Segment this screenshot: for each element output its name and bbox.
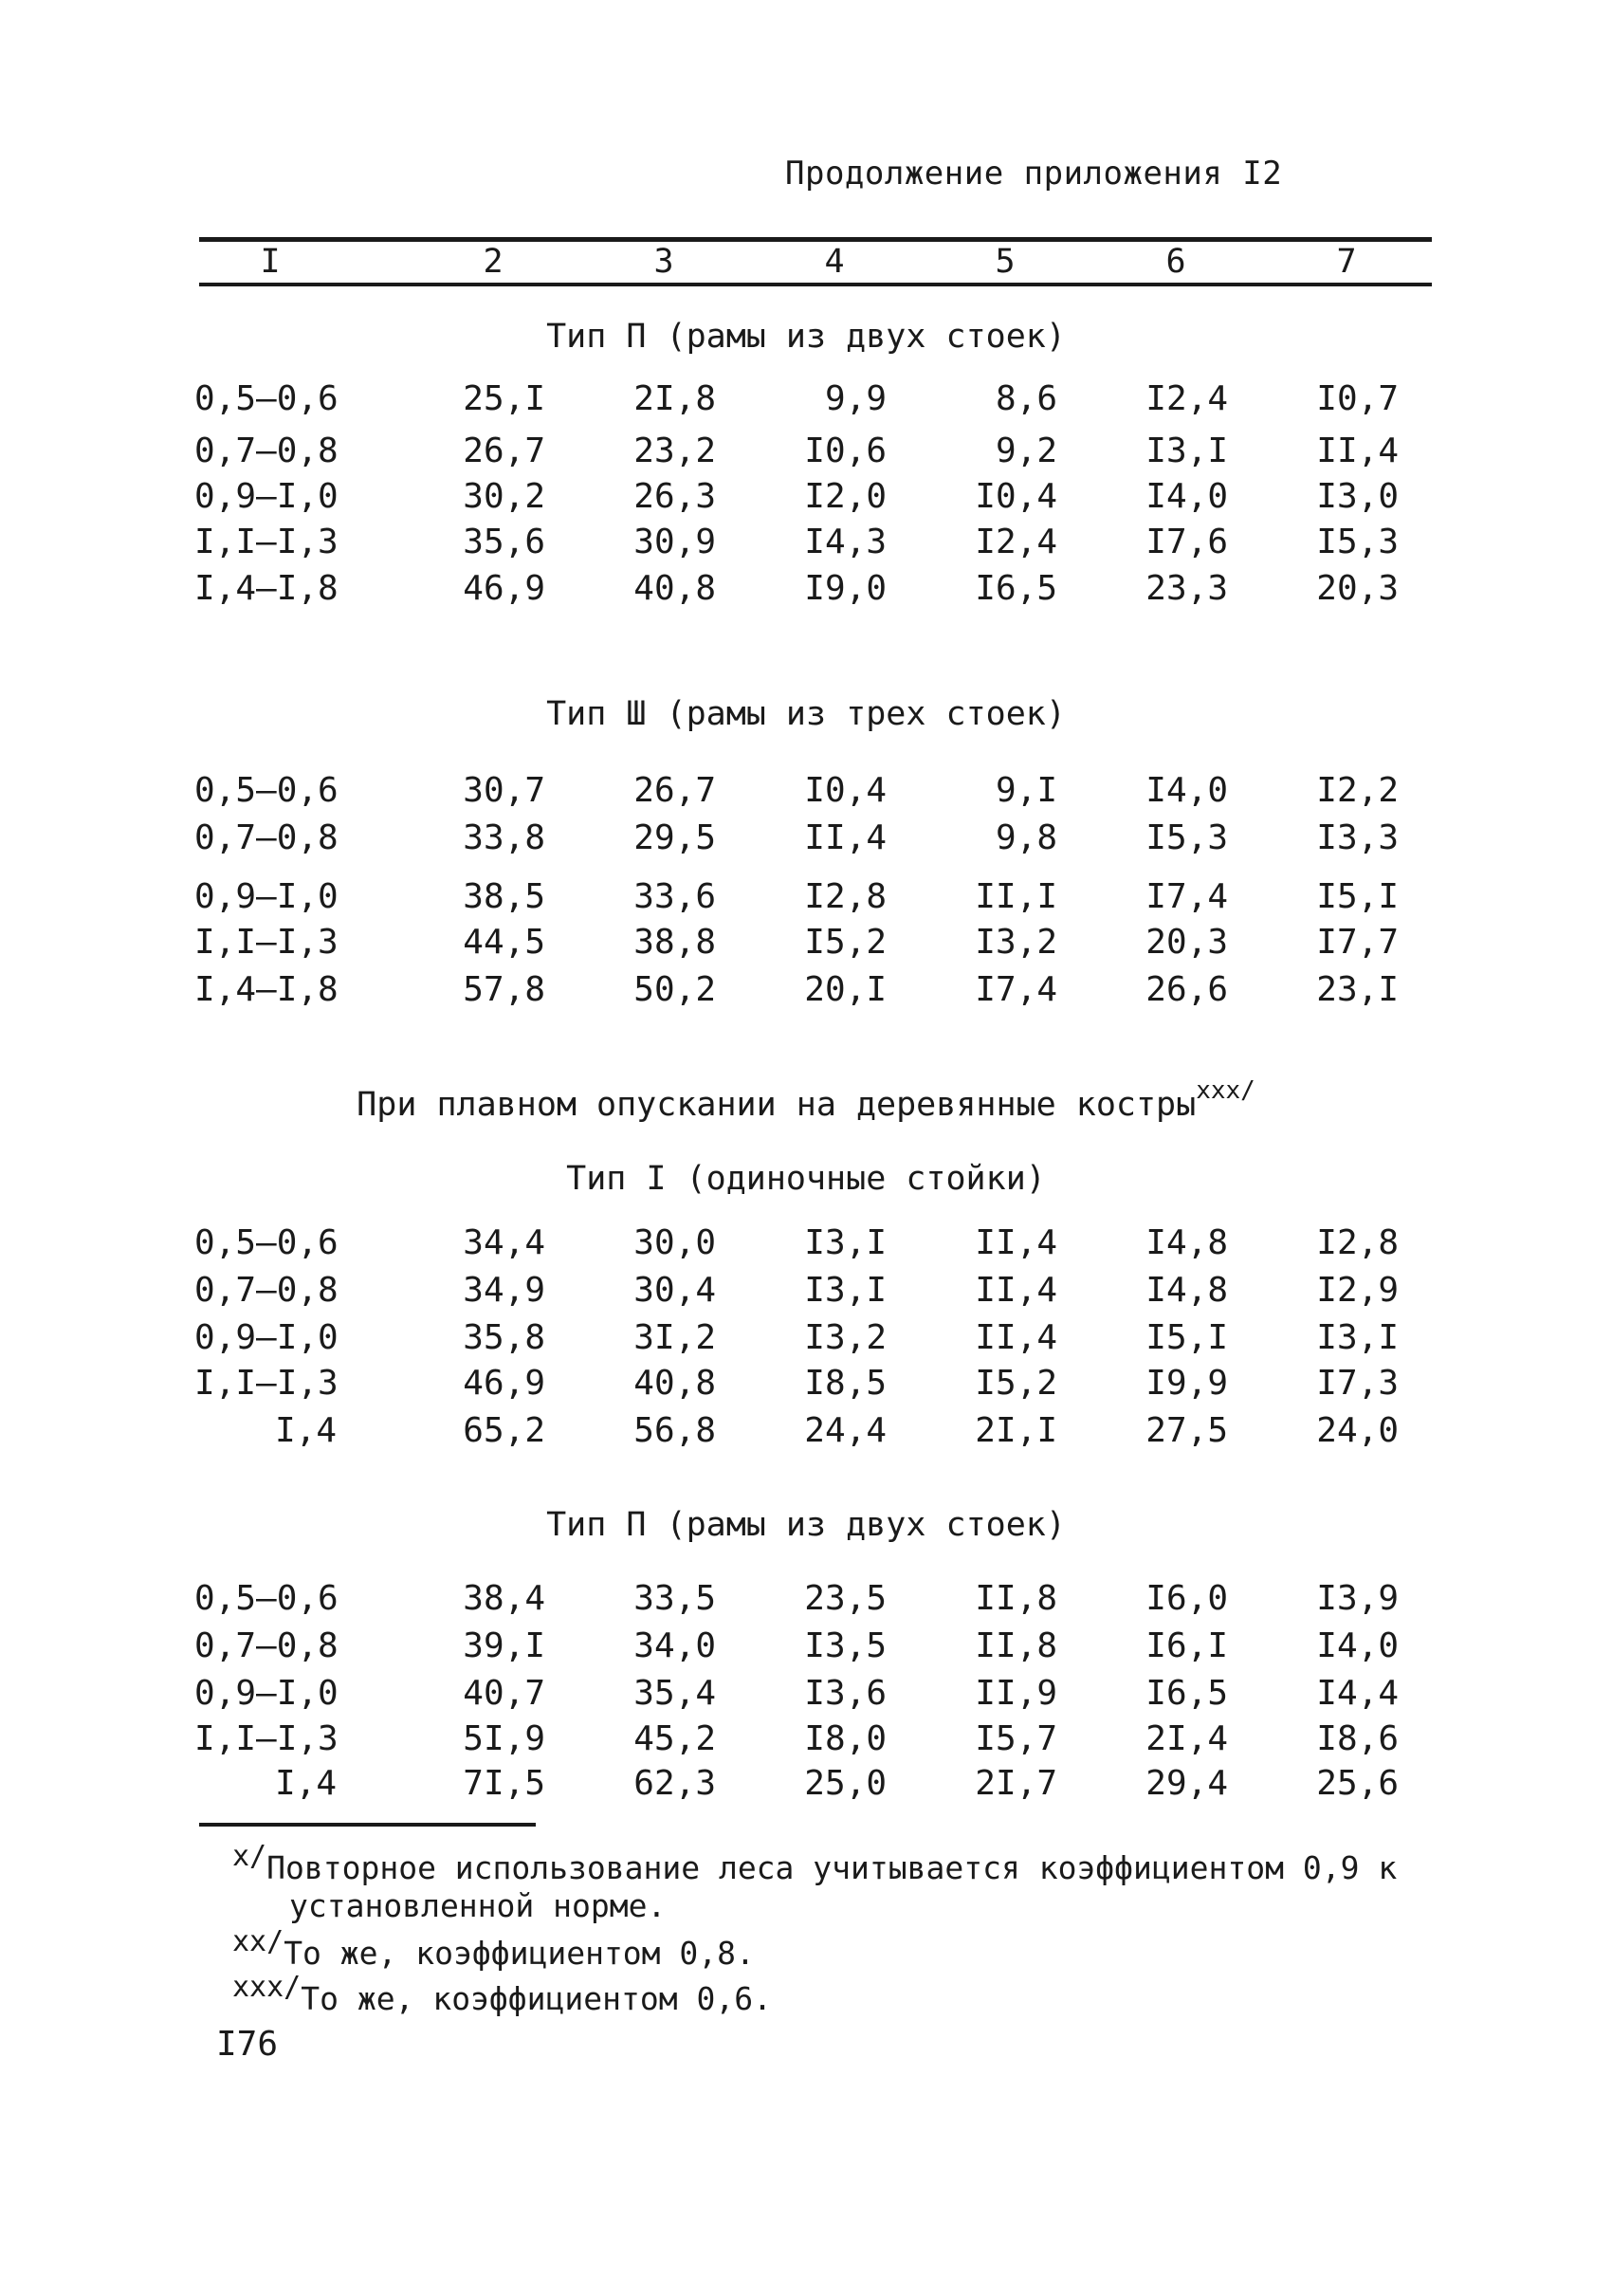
table-row — [0, 1719, 1612, 1763]
value-cell: 40,7 — [463, 1674, 545, 1713]
value-cell: 23,3 — [1145, 569, 1228, 608]
value-cell: I8,6 — [1316, 1719, 1399, 1758]
section-title: Тип Ш (рамы из трех стоек) — [546, 695, 1066, 733]
value-cell: I0,7 — [1316, 379, 1399, 418]
value-cell: 26,7 — [633, 771, 716, 810]
value-cell: I7,4 — [1145, 877, 1228, 916]
value-cell: I2,9 — [1316, 1271, 1399, 1310]
column-header: 2 — [483, 243, 504, 281]
value-cell: I3,0 — [1316, 477, 1399, 516]
value-cell: 50,2 — [633, 970, 716, 1009]
value-cell: 30,9 — [633, 523, 716, 561]
value-cell: I8,5 — [804, 1364, 887, 1403]
value-cell: 26,3 — [633, 477, 716, 516]
value-cell: 33,6 — [633, 877, 716, 916]
value-cell: I5,3 — [1145, 818, 1228, 857]
table-row — [0, 523, 1612, 566]
value-cell: 5I,9 — [463, 1719, 545, 1758]
table-top-rule — [199, 237, 1432, 242]
value-cell: 2I,7 — [975, 1764, 1057, 1803]
value-cell: 30,2 — [463, 477, 545, 516]
value-cell: I4,0 — [1145, 477, 1228, 516]
value-cell: 24,0 — [1316, 1411, 1399, 1450]
value-cell: 45,2 — [633, 1719, 716, 1758]
table-row — [0, 1411, 1612, 1455]
value-cell: 62,3 — [633, 1764, 716, 1803]
value-cell: I4,0 — [1316, 1626, 1399, 1665]
footnote-text: То же, коэффициентом 0,8. — [284, 1935, 755, 1972]
value-cell: I2,8 — [804, 877, 887, 916]
footnote-mark: x/ — [232, 1840, 267, 1873]
value-cell: I7,6 — [1145, 523, 1228, 561]
value-cell: I3,5 — [804, 1626, 887, 1665]
value-cell: 30,0 — [633, 1223, 716, 1262]
value-cell: 65,2 — [463, 1411, 545, 1450]
table-row — [0, 1674, 1612, 1717]
value-cell: I6,I — [1145, 1626, 1228, 1665]
page-header: Продолжение приложения I2 — [785, 155, 1283, 193]
table-row — [0, 477, 1612, 521]
table-row — [0, 1364, 1612, 1407]
table-row — [0, 970, 1612, 1014]
value-cell: I5,2 — [804, 923, 887, 962]
value-cell: 2I,I — [975, 1411, 1057, 1450]
footnote-separator — [199, 1823, 536, 1827]
value-cell: 34,4 — [463, 1223, 545, 1262]
value-cell: 33,5 — [633, 1579, 716, 1618]
value-cell: 2I,4 — [1145, 1719, 1228, 1758]
value-cell: I9,0 — [804, 569, 887, 608]
column-header: 3 — [653, 243, 674, 281]
range-cell: 0,7–0,8 — [194, 818, 339, 857]
value-cell: 25,I — [463, 379, 545, 418]
table-row — [0, 923, 1612, 966]
value-cell: II,4 — [975, 1271, 1057, 1310]
value-cell: 29,5 — [633, 818, 716, 857]
value-cell: 25,6 — [1316, 1764, 1399, 1803]
value-cell: I4,4 — [1316, 1674, 1399, 1713]
value-cell: 35,4 — [633, 1674, 716, 1713]
value-cell: 25,0 — [804, 1764, 887, 1803]
range-cell: I,I–I,3 — [194, 1719, 339, 1758]
footnote — [232, 1925, 755, 1972]
value-cell: II,4 — [975, 1318, 1057, 1357]
table-row — [0, 379, 1612, 423]
table-row — [0, 1223, 1612, 1267]
value-cell: 38,4 — [463, 1579, 545, 1618]
value-cell: 38,8 — [633, 923, 716, 962]
column-header: I — [260, 243, 281, 281]
value-cell: 33,8 — [463, 818, 545, 857]
range-cell: I,4–I,8 — [194, 569, 339, 608]
value-cell: 20,3 — [1145, 923, 1228, 962]
value-cell: II,4 — [975, 1223, 1057, 1262]
value-cell: 26,6 — [1145, 970, 1228, 1009]
range-cell: I,I–I,3 — [194, 923, 339, 962]
value-cell: 39,I — [463, 1626, 545, 1665]
range-cell: 0,9–I,0 — [194, 1674, 339, 1713]
value-cell: 35,8 — [463, 1318, 545, 1357]
value-cell: I2,4 — [1145, 379, 1228, 418]
value-cell: I4,8 — [1145, 1271, 1228, 1310]
value-cell: II,8 — [975, 1626, 1057, 1665]
range-cell: 0,5–0,6 — [194, 1579, 339, 1618]
value-cell: 3I,2 — [633, 1318, 716, 1357]
value-cell: I3,2 — [975, 923, 1057, 962]
value-cell: I8,0 — [804, 1719, 887, 1758]
value-cell: 40,8 — [633, 569, 716, 608]
value-cell: I3,I — [804, 1271, 887, 1310]
table-row — [0, 818, 1612, 862]
value-cell: 23,2 — [633, 432, 716, 470]
value-cell: I3,I — [1145, 432, 1228, 470]
value-cell: 44,5 — [463, 923, 545, 962]
table-header-rule — [199, 283, 1432, 286]
value-cell: I5,I — [1145, 1318, 1228, 1357]
value-cell: I2,0 — [804, 477, 887, 516]
value-cell: I6,5 — [1145, 1674, 1228, 1713]
value-cell: 23,I — [1316, 970, 1399, 1009]
value-cell: 57,8 — [463, 970, 545, 1009]
table-row — [0, 771, 1612, 815]
value-cell: I6,0 — [1145, 1579, 1228, 1618]
footnote-mark: xx/ — [232, 1925, 284, 1958]
column-header-row — [0, 243, 1612, 281]
value-cell: II,I — [975, 877, 1057, 916]
value-cell: 30,4 — [633, 1271, 716, 1310]
value-cell: I6,5 — [975, 569, 1057, 608]
value-cell: I3,I — [1316, 1318, 1399, 1357]
column-header: 6 — [1165, 243, 1186, 281]
value-cell: II,9 — [975, 1674, 1057, 1713]
column-header: 7 — [1336, 243, 1357, 281]
value-cell: I2,4 — [975, 523, 1057, 561]
value-cell: 20,3 — [1316, 569, 1399, 608]
value-cell: I3,6 — [804, 1674, 887, 1713]
value-cell: I5,7 — [975, 1719, 1057, 1758]
section-heading-text: При плавном опускании на деревянные костры — [357, 1086, 1197, 1124]
range-cell: 0,7–0,8 — [194, 432, 339, 470]
value-cell: II,4 — [1316, 432, 1399, 470]
value-cell: I0,4 — [975, 477, 1057, 516]
value-cell: I2,8 — [1316, 1223, 1399, 1262]
value-cell: 23,5 — [804, 1579, 887, 1618]
value-cell: 26,7 — [463, 432, 545, 470]
value-cell: 56,8 — [633, 1411, 716, 1450]
value-cell: II,4 — [804, 818, 887, 857]
range-cell: 0,5–0,6 — [194, 379, 339, 418]
value-cell: 9,8 — [995, 818, 1057, 857]
table-row — [0, 1579, 1612, 1623]
table-row — [0, 877, 1612, 921]
column-header: 5 — [995, 243, 1016, 281]
value-cell: I5,2 — [975, 1364, 1057, 1403]
value-cell: I4,0 — [1145, 771, 1228, 810]
page-number: I76 — [216, 2025, 279, 2064]
value-cell: 27,5 — [1145, 1411, 1228, 1450]
footnote-text: То же, коэффициентом 0,6. — [301, 1980, 772, 2017]
footnote-text: Повторное использование леса учитывается коэффициентом 0,9 к — [266, 1849, 1398, 1886]
value-cell: I7,4 — [975, 970, 1057, 1009]
column-header: 4 — [824, 243, 845, 281]
value-cell: 7I,5 — [463, 1764, 545, 1803]
range-cell: I,I–I,3 — [194, 523, 339, 561]
table-row — [0, 1318, 1612, 1362]
range-cell: 0,7–0,8 — [194, 1626, 339, 1665]
value-cell: 29,4 — [1145, 1764, 1228, 1803]
value-cell: I3,2 — [804, 1318, 887, 1357]
range-cell: I,I–I,3 — [194, 1364, 339, 1403]
value-cell: I3,9 — [1316, 1579, 1399, 1618]
table-row — [0, 1764, 1612, 1808]
value-cell: I5,I — [1316, 877, 1399, 916]
value-cell: 2I,8 — [633, 379, 716, 418]
table-row — [0, 1271, 1612, 1314]
value-cell: I3,3 — [1316, 818, 1399, 857]
value-cell: 35,6 — [463, 523, 545, 561]
footnote — [232, 1971, 772, 2017]
table-row — [0, 1626, 1612, 1670]
value-cell: 34,0 — [633, 1626, 716, 1665]
table-row — [0, 432, 1612, 475]
value-cell: I0,4 — [804, 771, 887, 810]
value-cell: 40,8 — [633, 1364, 716, 1403]
value-cell: 9,I — [995, 771, 1057, 810]
range-cell: I,4–I,8 — [194, 970, 339, 1009]
value-cell: 30,7 — [463, 771, 545, 810]
value-cell: I7,3 — [1316, 1364, 1399, 1403]
footnote — [232, 1840, 1398, 1886]
value-cell: I4,3 — [804, 523, 887, 561]
section-heading — [0, 1076, 1612, 1124]
value-cell: I5,3 — [1316, 523, 1399, 561]
value-cell: 24,4 — [804, 1411, 887, 1450]
value-cell: II,8 — [975, 1579, 1057, 1618]
value-cell: 9,2 — [995, 432, 1057, 470]
value-cell: I0,6 — [804, 432, 887, 470]
table-row — [0, 569, 1612, 613]
section-title: Тип П (рамы из двух стоек) — [546, 1506, 1066, 1544]
section-title: Тип П (рамы из двух стоек) — [546, 318, 1066, 356]
value-cell: I9,9 — [1145, 1364, 1228, 1403]
range-cell: 0,9–I,0 — [194, 477, 339, 516]
section-title: Тип I (одиночные стойки) — [566, 1160, 1046, 1198]
value-cell: 20,I — [804, 970, 887, 1009]
value-cell: I4,8 — [1145, 1223, 1228, 1262]
value-cell: 38,5 — [463, 877, 545, 916]
footnote-continuation: установленной норме. — [289, 1887, 667, 1924]
range-cell: 0,5–0,6 — [194, 771, 339, 810]
value-cell: 46,9 — [463, 569, 545, 608]
value-cell: 46,9 — [463, 1364, 545, 1403]
value-cell: I3,I — [804, 1223, 887, 1262]
range-cell: I,4 — [274, 1764, 337, 1803]
range-cell: 0,5–0,6 — [194, 1223, 339, 1262]
range-cell: I,4 — [274, 1411, 337, 1450]
footnote-reference: xxx/ — [1196, 1076, 1255, 1105]
value-cell: 8,6 — [995, 379, 1057, 418]
value-cell: 34,9 — [463, 1271, 545, 1310]
value-cell: 9,9 — [824, 379, 887, 418]
footnote-mark: xxx/ — [232, 1971, 302, 2004]
value-cell: I2,2 — [1316, 771, 1399, 810]
range-cell: 0,9–I,0 — [194, 877, 339, 916]
range-cell: 0,9–I,0 — [194, 1318, 339, 1357]
range-cell: 0,7–0,8 — [194, 1271, 339, 1310]
value-cell: I7,7 — [1316, 923, 1399, 962]
